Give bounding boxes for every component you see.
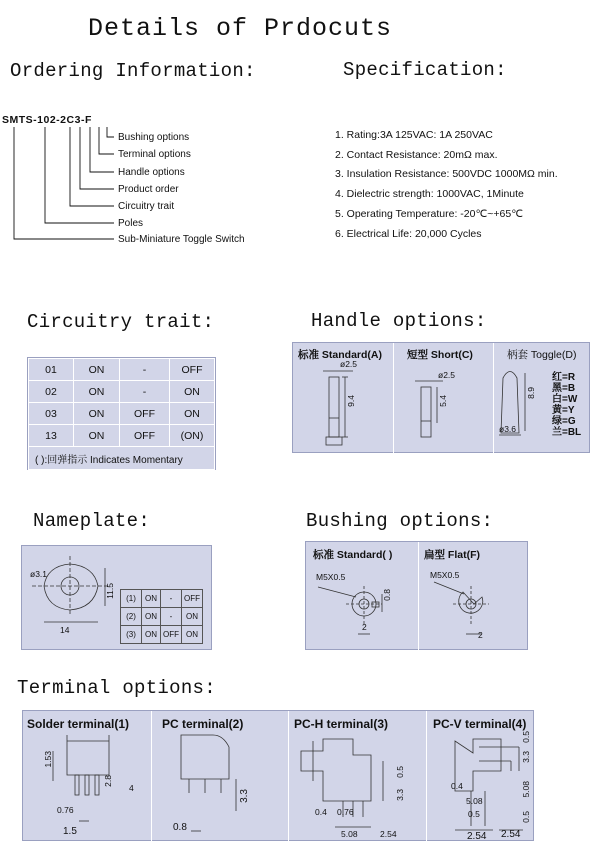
terminal-pc-title: PC terminal(2) <box>162 717 244 731</box>
dimension: ø3.6 <box>499 424 517 434</box>
spec-item: 6. Electrical Life: 20,000 Cycles <box>335 228 482 240</box>
bushing-heading: Bushing options: <box>306 510 494 532</box>
table-cell: 13 <box>29 425 74 447</box>
dimension: 3.3 <box>239 789 250 803</box>
dimension: M5X0.5 <box>430 570 460 580</box>
dimension: 2.54 <box>380 829 397 839</box>
dimension: 5.08 <box>466 796 483 806</box>
table-cell: 02 <box>29 381 74 403</box>
dimension: 0.4 <box>315 807 327 817</box>
dimension: 5.08 <box>341 829 358 839</box>
table-cell: - <box>120 359 170 381</box>
ordering-leader-lines <box>0 0 597 300</box>
circuitry-table-panel <box>27 357 216 470</box>
circuitry-table <box>28 358 215 470</box>
table-cell: ON <box>142 590 161 608</box>
table-cell: OFF <box>182 590 203 608</box>
terminal-solder-title: Solder terminal(1) <box>27 717 130 731</box>
handle-heading: Handle options: <box>311 310 487 332</box>
color-code: 兰=BL <box>552 427 582 438</box>
dimension: 0.4 <box>451 781 463 791</box>
table-cell: ON <box>74 381 120 403</box>
dimension: 0.8 <box>382 589 392 601</box>
order-code: SMTS-102-2C3-F <box>2 114 92 126</box>
table-cell: OFF <box>170 359 215 381</box>
terminal-pch-title: PC-H terminal(3) <box>294 717 389 731</box>
dimension: 0.76 <box>57 805 74 815</box>
ordering-heading: Ordering Information: <box>10 60 256 82</box>
table-cell: OFF <box>161 626 182 644</box>
table-cell: ON <box>170 403 215 425</box>
spec-item: 2. Contact Resistance: 20mΩ max. <box>335 149 498 161</box>
table-cell: ON <box>142 626 161 644</box>
dimension: 0.8 <box>173 822 187 833</box>
dimension: 2.8 <box>103 775 113 787</box>
table-cell: - <box>161 590 182 608</box>
dimension: 0.76 <box>337 807 354 817</box>
table-row <box>29 381 215 403</box>
table-row <box>29 359 215 381</box>
table-cell: ON <box>142 608 161 626</box>
dimension: 0.5 <box>468 809 480 819</box>
table-cell: 01 <box>29 359 74 381</box>
handle-short-title: 短型 Short(C) <box>407 349 473 361</box>
bushing-flat-title: 扁型 Flat(F) <box>424 549 480 561</box>
table-cell: ON <box>182 626 203 644</box>
spec-item: 5. Operating Temperature: -20℃~+65℃ <box>335 208 523 220</box>
dimension: 0.5 <box>521 731 531 743</box>
handle-options-panel <box>292 342 590 453</box>
terminal-options-panel <box>22 710 534 841</box>
order-label-bushing: Bushing options <box>118 132 190 143</box>
dimension: 2.54 <box>467 831 487 842</box>
dimension: 9.4 <box>346 395 356 407</box>
dimension: 0.5 <box>395 766 405 778</box>
table-cell: OFF <box>120 425 170 447</box>
terminal-heading: Terminal options: <box>17 677 216 699</box>
table-cell: (ON) <box>170 425 215 447</box>
dimension: 11.5 <box>105 583 115 599</box>
table-cell: ON <box>74 425 120 447</box>
dimension: 5.4 <box>438 395 448 407</box>
table-note: ( ):回弹指示 Indicates Momentary <box>29 447 215 470</box>
terminal-pcv-title: PC-V terminal(4) <box>433 717 527 731</box>
dimension: 4 <box>129 783 134 793</box>
table-cell: (2) <box>121 608 142 626</box>
order-label-poles: Poles <box>118 218 144 229</box>
table-cell: 03 <box>29 403 74 425</box>
terminal-drawings <box>23 711 535 842</box>
page-title: Details of Prdocuts <box>88 14 393 43</box>
table-row <box>29 425 215 447</box>
specification-heading: Specification: <box>343 59 507 81</box>
bushing-standard-title: 标准 Standard( ) <box>313 549 393 561</box>
circuitry-heading: Circuitry trait: <box>27 311 215 333</box>
nameplate-heading: Nameplate: <box>33 510 151 532</box>
dimension: ø3.1 <box>30 569 48 579</box>
color-legend <box>552 372 581 438</box>
dimension: 2 <box>362 622 367 632</box>
table-cell: (3) <box>121 626 142 644</box>
table-cell: - <box>120 381 170 403</box>
color-code: 黄=Y <box>552 405 575 416</box>
spec-item: 4. Dielectric strength: 1000VAC, 1Minute <box>335 188 524 200</box>
handle-standard-title: 标准 Standard(A) <box>298 349 382 361</box>
dimension: 1.5 <box>63 826 77 837</box>
color-code: 白=W <box>552 394 578 405</box>
dimension: ø2.5 <box>340 359 358 369</box>
order-label-product: Product order <box>118 184 179 195</box>
color-code: 绿=G <box>552 416 576 427</box>
table-cell: ON <box>74 403 120 425</box>
dimension: 8.9 <box>526 387 536 399</box>
table-row <box>121 608 203 626</box>
nameplate-table <box>120 589 203 644</box>
table-row <box>121 590 203 608</box>
dimension: M5X0.5 <box>316 572 346 582</box>
bushing-options-panel <box>305 541 528 650</box>
table-row <box>29 403 215 425</box>
dimension: ø2.5 <box>438 370 456 380</box>
dimension: 2 <box>478 630 483 640</box>
table-cell: ON <box>74 359 120 381</box>
dimension: 1.53 <box>43 751 53 768</box>
table-cell: ON <box>182 608 203 626</box>
nameplate-panel <box>21 545 212 650</box>
table-note-row <box>29 447 215 470</box>
order-label-handle: Handle options <box>118 167 185 178</box>
table-cell: ON <box>170 381 215 403</box>
table-cell: - <box>161 608 182 626</box>
dimension: 5.08 <box>521 781 531 798</box>
dimension: 0.5 <box>521 811 531 823</box>
table-cell: OFF <box>120 403 170 425</box>
table-cell: (1) <box>121 590 142 608</box>
dimension: 14 <box>60 625 70 635</box>
order-label-circuitry: Circuitry trait <box>118 201 175 212</box>
color-code: 黑=B <box>552 383 576 394</box>
color-code: 红=R <box>552 372 576 383</box>
dimension: 3.3 <box>521 751 531 763</box>
handle-toggle-title: 柄套 Toggle(D) <box>507 349 577 361</box>
table-row <box>121 626 203 644</box>
spec-item: 1. Rating:3A 125VAC: 1A 250VAC <box>335 129 493 141</box>
order-label-switch: Sub-Miniature Toggle Switch <box>118 234 245 245</box>
order-label-terminal: Terminal options <box>118 149 191 160</box>
dimension: 3.3 <box>395 789 405 801</box>
bushing-drawings <box>306 542 529 651</box>
spec-item: 3. Insulation Resistance: 500VDC 1000MΩ min. <box>335 168 558 180</box>
dimension: 2.54 <box>501 829 521 840</box>
